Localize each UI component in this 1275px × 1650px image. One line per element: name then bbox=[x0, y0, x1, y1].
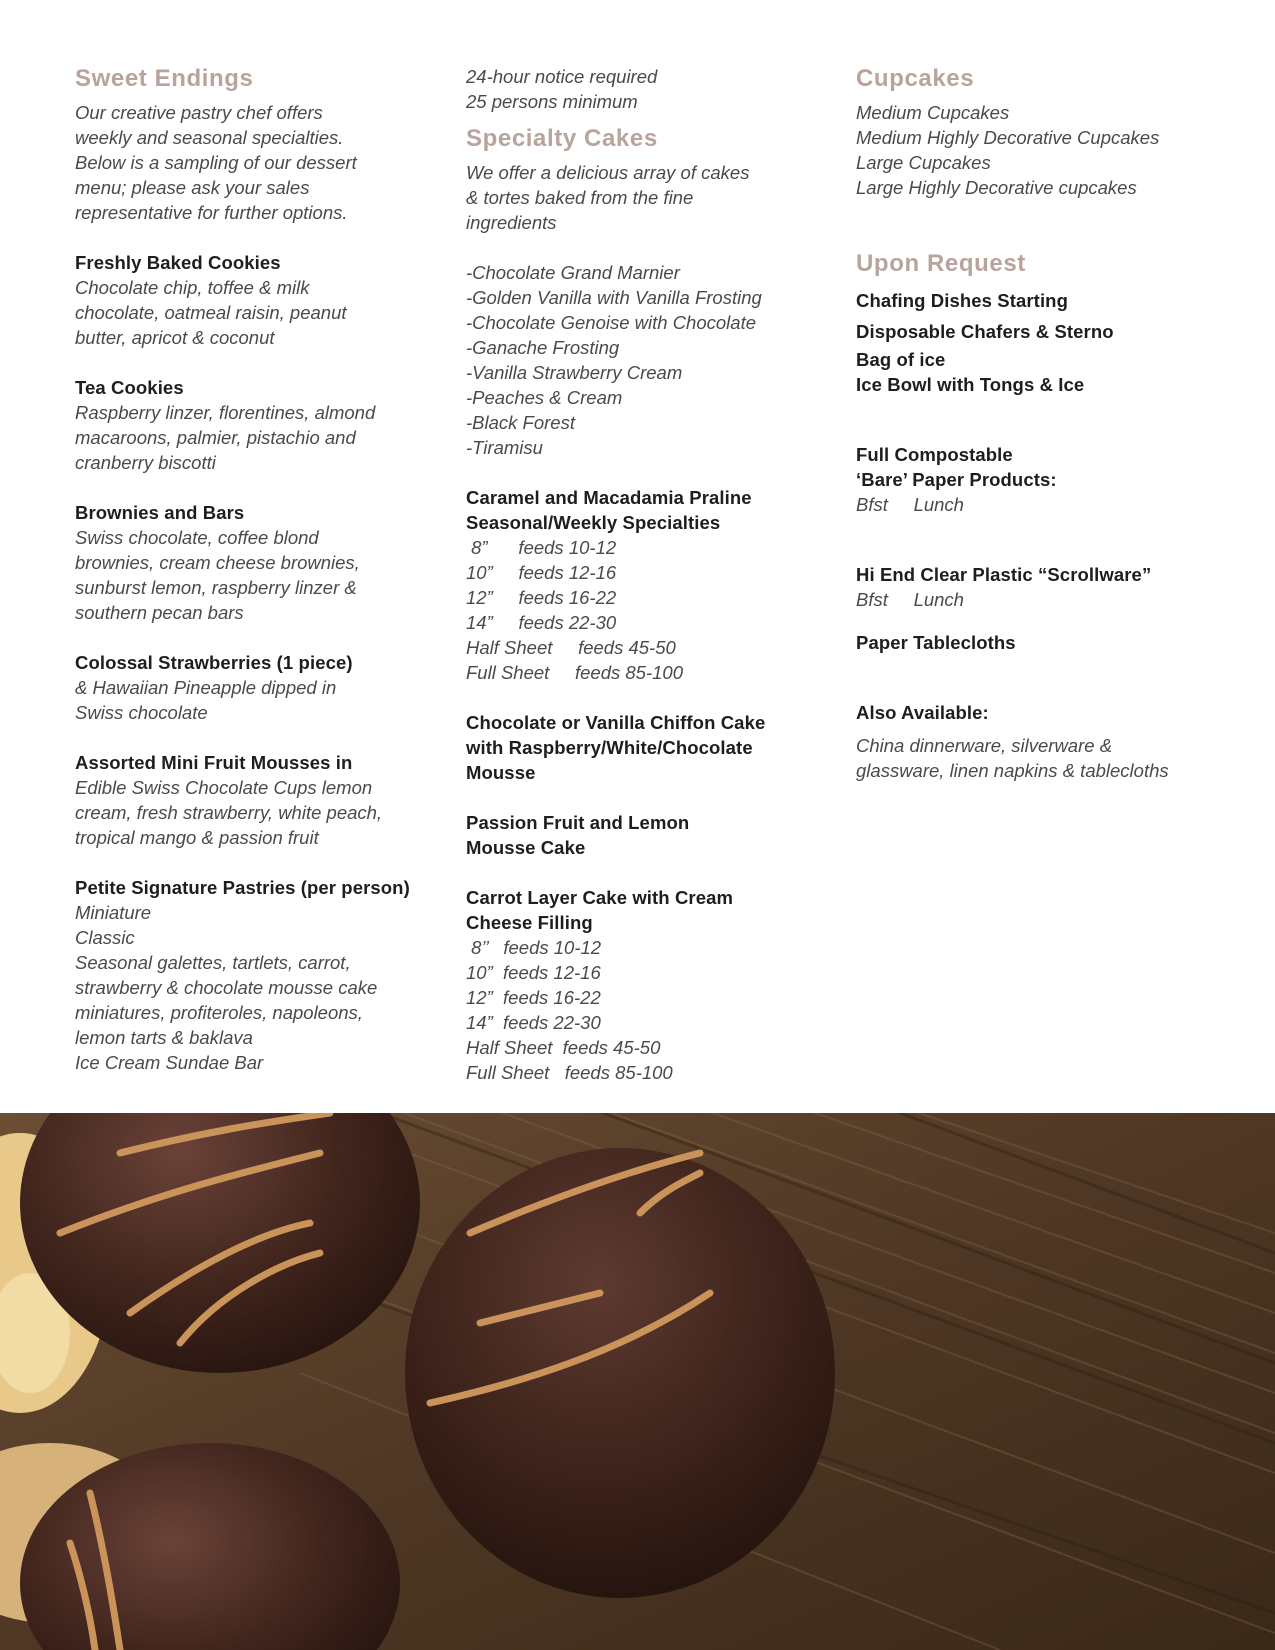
column-specialty-cakes bbox=[466, 60, 821, 1085]
cake-item: -Vanilla Strawberry Cream bbox=[466, 362, 683, 383]
item-title: Full Compostable bbox=[856, 444, 1013, 465]
request-item: Chafing Dishes Starting bbox=[856, 290, 1068, 311]
item-scrollware bbox=[856, 562, 1256, 612]
cupcake-item: Large Highly Decorative cupcakes bbox=[856, 177, 1137, 198]
item-desc: Miniature bbox=[75, 902, 152, 923]
notice bbox=[466, 64, 821, 114]
size-line: 14” feeds 22-30 bbox=[466, 612, 617, 633]
cake-item: -Black Forest bbox=[466, 412, 575, 433]
item-desc: cranberry biscotti bbox=[75, 452, 216, 473]
item-title: Seasonal/Weekly Specialties bbox=[466, 512, 721, 533]
column-cupcakes-request bbox=[856, 60, 1256, 783]
item-compostable bbox=[856, 442, 1256, 517]
item-title: Mousse bbox=[466, 762, 536, 783]
item-pastries bbox=[75, 875, 430, 1075]
intro-paragraph bbox=[75, 100, 430, 225]
item-tablecloths: Paper Tablecloths bbox=[856, 632, 1016, 653]
size-line: Half Sheet feeds 45-50 bbox=[466, 637, 676, 658]
item-desc: Chocolate chip, toffee & milk bbox=[75, 277, 310, 298]
item-desc: Raspberry linzer, florentines, almond bbox=[75, 402, 376, 423]
also-available-desc: glassware, linen napkins & tablecloths bbox=[856, 760, 1169, 781]
item-title: Brownies and Bars bbox=[75, 502, 245, 523]
cake-item: -Peaches & Cream bbox=[466, 387, 623, 408]
item-desc: Swiss chocolate bbox=[75, 702, 208, 723]
item-title: Petite Signature Pastries (per person) bbox=[75, 877, 410, 898]
cake-item: -Chocolate Genoise with Chocolate bbox=[466, 312, 756, 333]
item-title: with Raspberry/White/Chocolate bbox=[466, 737, 753, 758]
cupcake-item: Medium Cupcakes bbox=[856, 102, 1010, 123]
size-line: 12” feeds 16-22 bbox=[466, 987, 601, 1008]
item-desc: Edible Swiss Chocolate Cups lemon bbox=[75, 777, 373, 798]
size-line: Half Sheet feeds 45-50 bbox=[466, 1037, 661, 1058]
item-title: Cheese Filling bbox=[466, 912, 593, 933]
meal-options: Bfst Lunch bbox=[856, 494, 964, 515]
chocolate-truffle-center bbox=[405, 1148, 835, 1598]
heading-specialty-cakes: Specialty Cakes bbox=[466, 125, 658, 152]
size-line: 10” feeds 12-16 bbox=[466, 962, 601, 983]
item-title: Carrot Layer Cake with Cream bbox=[466, 887, 734, 908]
item-desc: miniatures, profiteroles, napoleons, bbox=[75, 1002, 363, 1023]
item-desc: & Hawaiian Pineapple dipped in bbox=[75, 677, 337, 698]
item-title: ‘Bare’ Paper Products: bbox=[856, 469, 1057, 490]
item-carrot-cake bbox=[466, 885, 821, 1085]
item-desc: cream, fresh strawberry, white peach, bbox=[75, 802, 383, 823]
size-line: 12” feeds 16-22 bbox=[466, 587, 617, 608]
cupcake-item: Medium Highly Decorative Cupcakes bbox=[856, 127, 1160, 148]
item-strawberries bbox=[75, 650, 430, 725]
request-item: Bag of ice bbox=[856, 349, 946, 370]
cake-item: -Ganache Frosting bbox=[466, 337, 620, 358]
size-line: Full Sheet feeds 85-100 bbox=[466, 1062, 673, 1083]
intro-line: We offer a delicious array of cakes bbox=[466, 162, 750, 183]
request-item: Ice Bowl with Tongs & Ice bbox=[856, 374, 1085, 395]
cupcake-item: Large Cupcakes bbox=[856, 152, 991, 173]
item-desc: Seasonal galettes, tartlets, carrot, bbox=[75, 952, 351, 973]
cake-item: -Tiramisu bbox=[466, 437, 543, 458]
heading-sweet-endings: Sweet Endings bbox=[75, 65, 254, 92]
item-title: Assorted Mini Fruit Mousses in bbox=[75, 752, 353, 773]
item-title: Tea Cookies bbox=[75, 377, 184, 398]
request-item: Disposable Chafers & Sterno bbox=[856, 321, 1114, 342]
intro-line: Our creative pastry chef offers bbox=[75, 102, 323, 123]
cake-list bbox=[466, 260, 821, 460]
also-available-desc: China dinnerware, silverware & bbox=[856, 735, 1113, 756]
item-desc: Swiss chocolate, coffee blond bbox=[75, 527, 319, 548]
item-title: Chocolate or Vanilla Chiffon Cake bbox=[466, 712, 766, 733]
dessert-photo bbox=[0, 1113, 1275, 1650]
intro-line: ingredients bbox=[466, 212, 557, 233]
also-available-title: Also Available: bbox=[856, 702, 989, 723]
intro-line: Below is a sampling of our dessert bbox=[75, 152, 357, 173]
item-desc: Classic bbox=[75, 927, 135, 948]
item-title: Mousse Cake bbox=[466, 837, 586, 858]
size-line: 8’’ feeds 10-12 bbox=[466, 937, 602, 958]
item-passion-fruit-cake bbox=[466, 810, 821, 860]
intro-line: menu; please ask your sales bbox=[75, 177, 310, 198]
item-tea-cookies bbox=[75, 375, 430, 475]
item-desc: macaroons, palmier, pistachio and bbox=[75, 427, 356, 448]
item-desc: butter, apricot & coconut bbox=[75, 327, 275, 348]
column-sweet-endings bbox=[75, 60, 430, 1075]
item-title: Caramel and Macadamia Praline bbox=[466, 487, 752, 508]
item-desc: sunburst lemon, raspberry linzer & bbox=[75, 577, 357, 598]
heading-upon-request: Upon Request bbox=[856, 250, 1026, 277]
item-title: Freshly Baked Cookies bbox=[75, 252, 281, 273]
intro-line: weekly and seasonal specialties. bbox=[75, 127, 344, 148]
item-cookies bbox=[75, 250, 430, 350]
heading-cupcakes: Cupcakes bbox=[856, 65, 975, 92]
size-line: Full Sheet feeds 85-100 bbox=[466, 662, 683, 683]
item-brownies bbox=[75, 500, 430, 625]
item-desc: brownies, cream cheese brownies, bbox=[75, 552, 360, 573]
size-line: 14” feeds 22-30 bbox=[466, 1012, 601, 1033]
intro-line: & tortes baked from the fine bbox=[466, 187, 694, 208]
item-caramel-cake bbox=[466, 485, 821, 685]
cake-item: -Golden Vanilla with Vanilla Frosting bbox=[466, 287, 762, 308]
meal-options: Bfst Lunch bbox=[856, 589, 964, 610]
item-desc: tropical mango & passion fruit bbox=[75, 827, 319, 848]
item-chiffon-cake bbox=[466, 710, 821, 785]
item-desc: chocolate, oatmeal raisin, peanut bbox=[75, 302, 347, 323]
item-desc: Ice Cream Sundae Bar bbox=[75, 1052, 264, 1073]
size-line: 10” feeds 12-16 bbox=[466, 562, 617, 583]
cupcake-list bbox=[856, 100, 1256, 200]
item-desc: strawberry & chocolate mousse cake bbox=[75, 977, 378, 998]
intro-line: representative for further options. bbox=[75, 202, 348, 223]
notice-line: 25 persons minimum bbox=[466, 91, 638, 112]
item-desc: lemon tarts & baklava bbox=[75, 1027, 253, 1048]
item-title: Passion Fruit and Lemon bbox=[466, 812, 690, 833]
cake-item: -Chocolate Grand Marnier bbox=[466, 262, 680, 283]
item-title: Colossal Strawberries (1 piece) bbox=[75, 652, 353, 673]
size-line: 8” feeds 10-12 bbox=[466, 537, 617, 558]
cakes-intro bbox=[466, 160, 821, 235]
item-mousses bbox=[75, 750, 430, 850]
item-desc: southern pecan bars bbox=[75, 602, 244, 623]
item-title: Hi End Clear Plastic “Scrollware” bbox=[856, 564, 1152, 585]
notice-line: 24-hour notice required bbox=[466, 66, 658, 87]
